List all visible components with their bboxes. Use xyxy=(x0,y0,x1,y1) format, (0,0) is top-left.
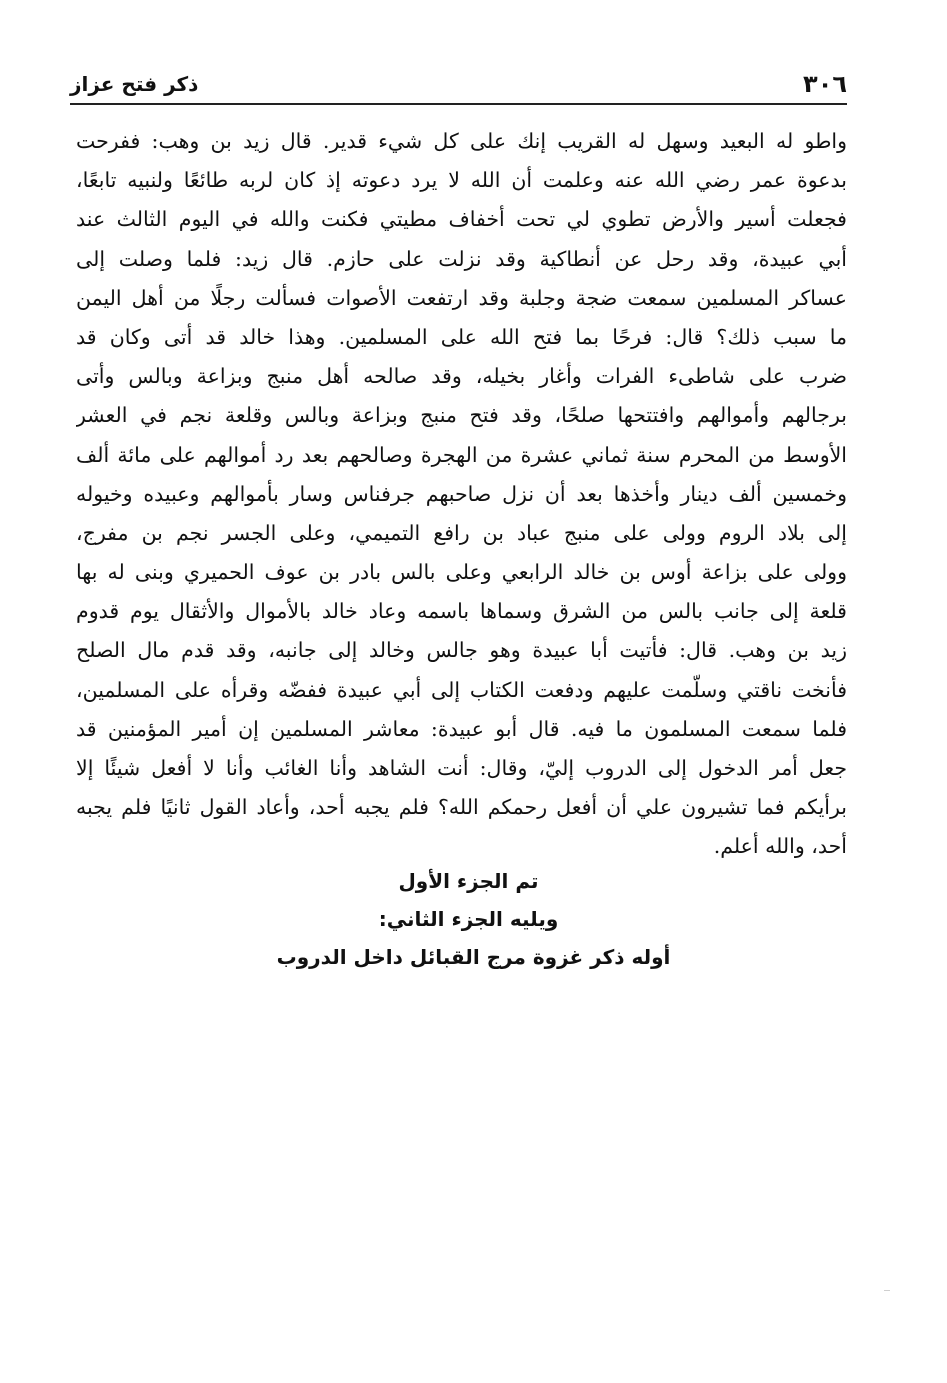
text-line: إلى بلاد الروم وولى على منبج عباد بن رافع التميمي، وعلى الجسر نجم بن مفرج، xyxy=(76,520,847,545)
text-line: ما سبب ذلك؟ قال: فرحًا بما فتح الله على المسلمين. وهذا خالد قد أتى وكان قد xyxy=(76,324,847,349)
text-line: واطو له البعيد وسهل له القريب إنك على كل شيء قدير. قال زيد بن وهب: ففرحت xyxy=(76,129,847,153)
text-line: وولى على بزاعة أوس بن خالد الرابعي وعلى بالس بادر بن عوف الحميري وبنى له بها xyxy=(76,560,847,585)
next-volume-heading: ويليه الجزء الثاني: xyxy=(378,907,559,931)
text-line: برأيكم فما تشيرون علي أن أفعل رحمكم الله؟ فلم يجبه أحد، وأعاد القول ثانيًا فلم يجبه xyxy=(76,795,847,820)
text-line: الأوسط من المحرم سنة ثماني عشرة من الهجرة وصالحهم بعد رد أموالهم على مائة ألف xyxy=(76,442,847,467)
text-line: برجالهم وأموالهم وافتتحها صلحًا، وقد فتح منبج وبزاعة وبالس وقلعة نجم في العشر xyxy=(76,403,847,428)
volume-ending-note xyxy=(0,862,947,976)
text-line: جعل أمر الدخول إلى الدروب إليّ، وقال: أنت الشاهد وأنا الغائب وأنا لا أفعل شيئًا إلا xyxy=(76,756,847,780)
text-line: ضرب على شاطىء الفرات وأغار بخيله، وقد صالحه أهل منبج وبزاعة وبالس وأتى xyxy=(76,364,847,389)
text-line: زيد بن وهب. قال: فأتيت أبا عبيدة وهو جالس وخالد إلى جانبه، وقد قدم مال الصلح xyxy=(76,638,847,663)
body-text xyxy=(76,122,847,867)
text-line: وخمسين ألف دينار وأخذها بعد أن نزل صاحبهم جرفناس وسار بأموالهم وعبيده وخيوله xyxy=(76,481,847,506)
scan-speck xyxy=(884,1290,890,1291)
header-divider xyxy=(70,103,847,105)
text-line: عساكر المسلمين سمعت ضجة وجلبة وقد ارتفعت الأصوات فسألت رجلًا من أهل اليمن xyxy=(76,285,847,310)
text-line: أبي عبيدة، وقد رحل عن أنطاكية وقد نزلت على حازم. قال زيد: فلما وصلت إلى xyxy=(76,246,847,271)
text-line: بدعوة عمر رضي الله عنه وعلمت أن الله لا يرد دعوته إذ كان لربه طائعًا ولنبيه تابعًا، xyxy=(76,168,847,193)
text-line: فلما سمعت المسلمون ما فيه. قال أبو عبيدة: معاشر المسلمين إن أمير المؤمنين قد xyxy=(76,716,847,741)
text-line: أحد، والله أعلم. xyxy=(713,834,847,859)
next-volume-first-chapter: أوله ذكر غزوة مرج القبائل داخل الدروب xyxy=(276,945,671,969)
text-line: فجعلت أسير والأرض تطوي لي تحت أخفاف مطيتي فكنت والله في اليوم الثالث عند xyxy=(76,207,847,232)
text-line: قلعة إلى جانب بالس من الشرق وسماها باسمه وعاد خالد بالأموال والأثقال يوم قدوم xyxy=(76,599,847,624)
text-line: فأنخت ناقتي وسلّمت عليهم ودفعت الكتاب إلى أبي عبيدة ففضّه وقرأه على المسلمين، xyxy=(76,677,847,702)
running-title: ذكر فتح عزاز xyxy=(70,72,199,96)
page-header xyxy=(70,66,847,106)
volume-end-heading: تم الجزء الأول xyxy=(398,869,539,893)
page-number: ٣٠٦ xyxy=(803,70,847,98)
